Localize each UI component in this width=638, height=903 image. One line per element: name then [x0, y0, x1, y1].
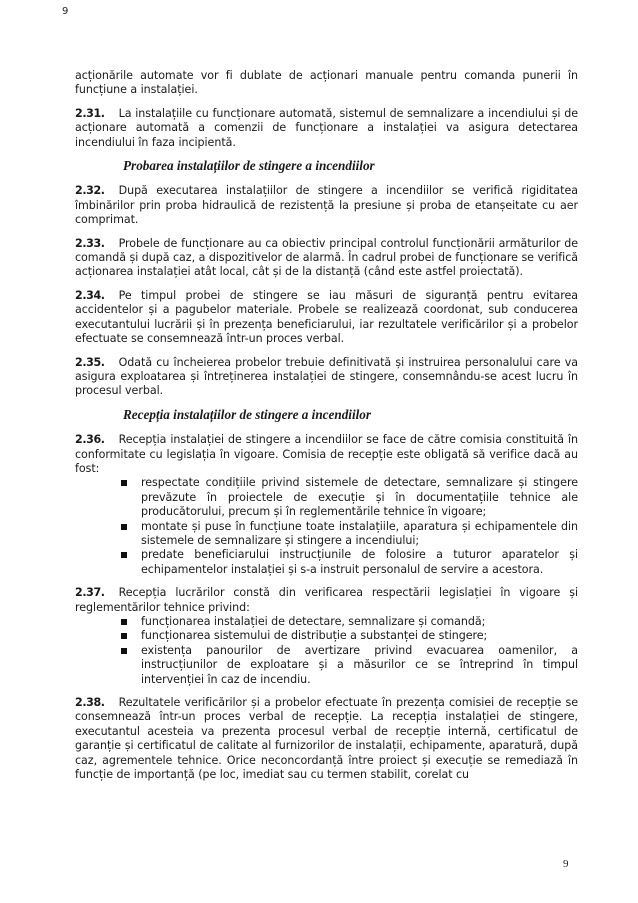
square-bullet-icon — [121, 648, 127, 654]
paragraph-number: 2.37. — [75, 586, 105, 600]
paragraph-text: După executarea instalațiilor de stingere a incendiilor se verifică rigiditatea îmbinărilor prin proba hidraulică de rezistență la presiune și proba de etanșeitate cu aer comprimat. — [75, 184, 578, 227]
square-bullet-icon — [121, 619, 127, 625]
paragraph-number: 2.36. — [75, 433, 105, 447]
paragraph-text: Recepția lucrărilor constă din verificarea respectării legislației în vigoare și reglementărilor tehnice privind: — [75, 586, 578, 614]
list-item-text: funcționarea sistemului de distribuție a substanței de stingere; — [141, 629, 488, 643]
paragraph-text: Probele de funcționare au ca obiectiv principal controlul funcționării armăturilor de comandă și după caz, a dispozitivelor de alarmă. În cadrul probei de funcționare se verifică acționarea instalației atât local, cât și de la distanță (când este astfel proiectată). — [75, 236, 578, 279]
page-number-bottom: 9 — [563, 858, 569, 870]
list-2-36 — [75, 476, 578, 577]
paragraph-2-35 — [75, 356, 578, 399]
list-item-text: montate și puse în funcțiune toate instalațiile, aparatura și echipamentele din sistemele de semnalizare și stingere a incendiului; — [141, 519, 578, 547]
paragraph-2-31 — [75, 107, 578, 150]
paragraph-number: 2.31. — [75, 106, 105, 120]
paragraph-text: La instalațiile cu funcționare automată, sistemul de semnalizare a incendiului și de acționare automată a comenzii de funcționare a instalației va asigura detectarea incendiului în faza incipientă. — [75, 106, 578, 149]
paragraph-number: 2.32. — [75, 184, 105, 198]
paragraph-number: 2.34. — [75, 288, 105, 302]
continuation-paragraph: acționările automate vor fi dublate de acționari manuale pentru comanda punerii în funcțiune a instalației. — [75, 69, 578, 97]
list-item — [121, 476, 578, 519]
paragraph-number: 2.35. — [75, 355, 105, 369]
paragraph-text: Rezultatele verificărilor și a probelor efectuate în prezența comisiei de recepție se consemnează într-un proces verbal de recepție. La recepția instalației de stingere, executantul acesteia va prezenta procesul verbal de recepție internă, certificatul de garanție și certificatul de calitate al furnizorilor de instalații, echipamente, aparatură, după caz, agrementele tehnice. Orice neconcordanță între proiect și execuție se remediază în funcție de importanță (pe loc, imediat sau cu termen stabilit, corelat cu — [75, 696, 578, 782]
list-item-text: respectate condițiile privind sistemele de detectare, semnalizare și stingere prevăzute în proiectele de execuție și în documentațiile tehnice ale producătorului, precum și în reglementările tehnice în vigoare; — [141, 476, 578, 519]
list-item — [121, 520, 578, 549]
paragraph-2-34 — [75, 289, 578, 347]
square-bullet-icon — [121, 480, 127, 486]
document-body — [75, 69, 578, 791]
page-number-top: 9 — [62, 6, 69, 17]
paragraph-number: 2.33. — [75, 236, 105, 250]
list-2-37 — [75, 615, 578, 687]
list-item — [121, 615, 578, 629]
list-item-text: funcționarea instalației de detectare, semnalizare și comandă; — [141, 615, 486, 628]
list-item-text: predate beneficiarului instrucțiunile de folosire a tuturor aparatelor și echipamentelor instalației și s-a instruit personalul de servire a acestora. — [141, 548, 578, 576]
list-item — [121, 629, 578, 643]
list-item-text: existența panourilor de avertizare privind evacuarea oamenilor, a instrucțiunilor de exploatare și a măsurilor ce se întreprind în timpul intervenției în caz de incendiu. — [141, 643, 578, 686]
paragraph-text: Odată cu încheierea probelor trebuie definitivată și instruirea personalului care va asigura exploatarea și întreținerea instalației de stingere, consemnându-se acest lucru în procesul verbal. — [75, 355, 578, 398]
square-bullet-icon — [121, 633, 127, 639]
paragraph-number: 2.38. — [75, 696, 105, 710]
paragraph-2-38 — [75, 696, 578, 782]
square-bullet-icon — [121, 552, 127, 558]
square-bullet-icon — [121, 524, 127, 530]
paragraph-2-36 — [75, 433, 578, 476]
list-item — [121, 548, 578, 577]
list-item — [121, 644, 578, 687]
paragraph-text: Recepția instalației de stingere a incendiilor se face de către comisia constituită în conformitate cu legislația în vigoare. Comisia de recepție este obligată să verifice dacă au fost: — [75, 433, 578, 475]
paragraph-text: Pe timpul probei de stingere se iau măsuri de siguranță pentru evitarea accidentelor și a pagubelor materiale. Probele se realizează coordonat, sub conducerea executantului lucrării și în prezența beneficiarului, iar rezultatele verificărilor și a probelor efectuate se consemnează într-un proces verbal. — [75, 288, 578, 346]
paragraph-2-33 — [75, 237, 578, 280]
section-heading-probarea: Probarea instalațiilor de stingere a incendiilor — [123, 158, 375, 174]
paragraph-2-32 — [75, 184, 578, 227]
paragraph-2-37 — [75, 586, 578, 615]
section-heading-receptia: Recepția instalațiilor de stingere a incendiilor — [123, 406, 371, 422]
